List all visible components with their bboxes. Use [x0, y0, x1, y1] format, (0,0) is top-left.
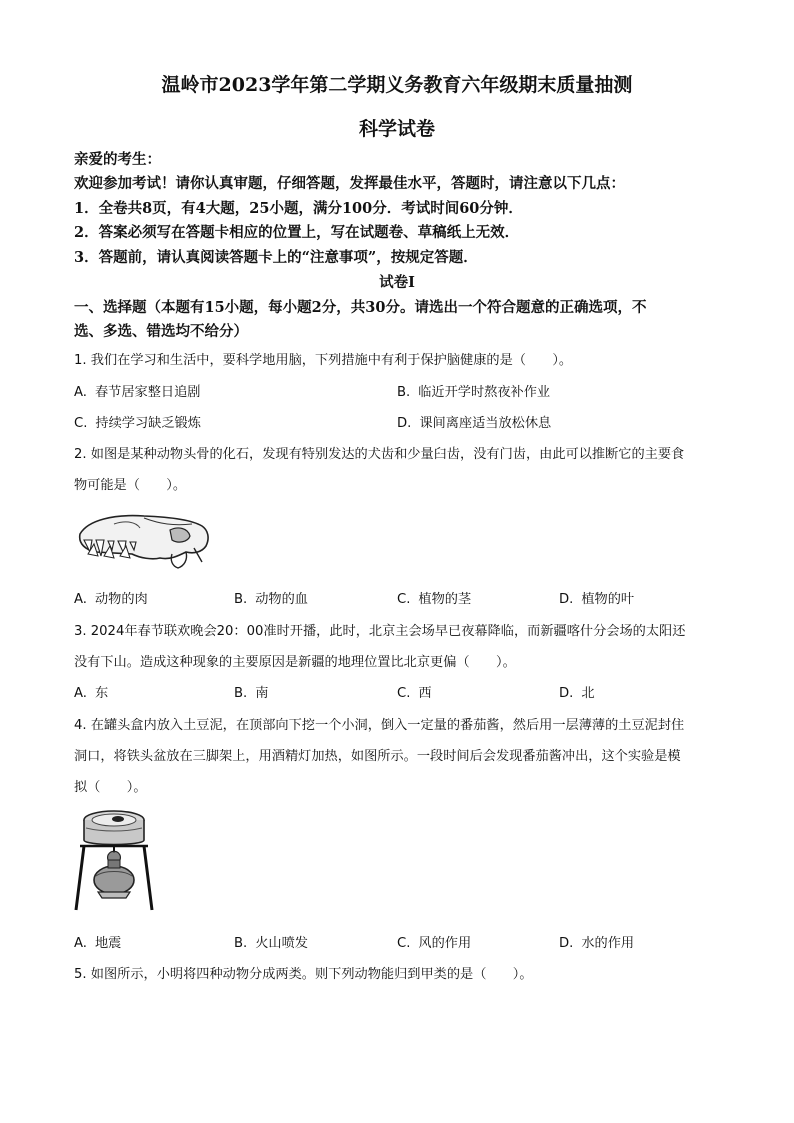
q2-option-d: D. 植物的叶 — [559, 592, 635, 607]
q2-option-b: B. 动物的血 — [234, 592, 308, 607]
q4-option-b: B. 火山喷发 — [234, 936, 308, 951]
exam-title: 温岭市2023学年第二学期义务教育六年级期末质量抽测 — [161, 74, 633, 96]
q4-stem-line1: 4. 在罐头盒内放入土豆泥，在顶部向下挖一个小洞，倒入一定量的番茄酱，然后用一层薄薄的土豆泥封住 — [74, 718, 685, 733]
instruction-2: 2．答案必须写在答题卡相应的位置上，写在试题卷、草稿纸上无效． — [74, 224, 520, 241]
skull-fossil-figure — [74, 508, 214, 574]
section-heading-line1: 一、选择题（本题有15小题，每小题2分，共30分。请选出一个符合题意的正确选项，不 — [74, 299, 647, 316]
volcano-experiment-figure — [72, 806, 156, 914]
q4-option-a: A. 地震 — [74, 936, 122, 951]
q1-option-c: C. 持续学习缺乏锻炼 — [74, 416, 201, 431]
q1-option-a: A. 春节居家整日追剧 — [74, 385, 201, 400]
q3-option-d: D. 北 — [559, 686, 595, 701]
greeting: 亲爱的考生： — [74, 151, 161, 168]
q2-option-a: A. 动物的肉 — [74, 592, 148, 607]
q3-option-b: B. 南 — [234, 686, 269, 701]
q2-stem-line2: 物可能是（ ）。 — [74, 478, 187, 493]
section-heading-line2: 选、多选、错选均不给分） — [74, 323, 248, 340]
part-label: 试卷I — [379, 274, 415, 291]
q1-option-b: B. 临近开学时熬夜补作业 — [397, 385, 551, 400]
q4-option-c: C. 风的作用 — [397, 936, 472, 951]
welcome-text: 欢迎参加考试！请你认真审题，仔细答题，发挥最佳水平，答题时，请注意以下几点： — [74, 175, 625, 192]
q3-option-a: A. 东 — [74, 686, 109, 701]
q1-stem: 1. 我们在学习和生活中，要科学地用脑，下列措施中有利于保护脑健康的是（ ）。 — [74, 353, 573, 368]
q3-stem-line2: 没有下山。造成这种现象的主要原因是新疆的地理位置比北京更偏（ ）。 — [74, 655, 516, 670]
q3-stem-line1: 3. 2024年春节联欢晚会20：00准时开播，此时，北京主会场早已夜幕降临，而新疆喀什分会场的太阳还 — [74, 624, 686, 639]
q3-option-c: C. 西 — [397, 686, 432, 701]
q2-option-c: C. 植物的茎 — [397, 592, 472, 607]
q2-stem-line1: 2. 如图是某种动物头骨的化石，发现有特别发达的犬齿和少量臼齿，没有门齿，由此可以推断它的主要食 — [74, 447, 685, 462]
q1-option-d: D. 课间离座适当放松休息 — [397, 416, 552, 431]
exam-subtitle: 科学试卷 — [358, 118, 435, 140]
instruction-1: 1．全卷共8页，有4大题，25小题，满分100分．考试时间60分钟． — [74, 200, 523, 217]
instruction-3: 3．答题前，请认真阅读答题卡上的“注意事项”，按规定答题． — [74, 249, 478, 266]
q4-stem-line2: 洞口，将铁头盆放在三脚架上，用酒精灯加热，如图所示。一段时间后会发现番茄酱冲出，这个实验是模 — [74, 749, 681, 764]
q4-stem-line3: 拟（ ）。 — [74, 780, 147, 795]
q4-option-d: D. 水的作用 — [559, 936, 635, 951]
q5-stem: 5. 如图所示，小明将四种动物分成两类。则下列动物能归到甲类的是（ ）。 — [74, 967, 533, 982]
